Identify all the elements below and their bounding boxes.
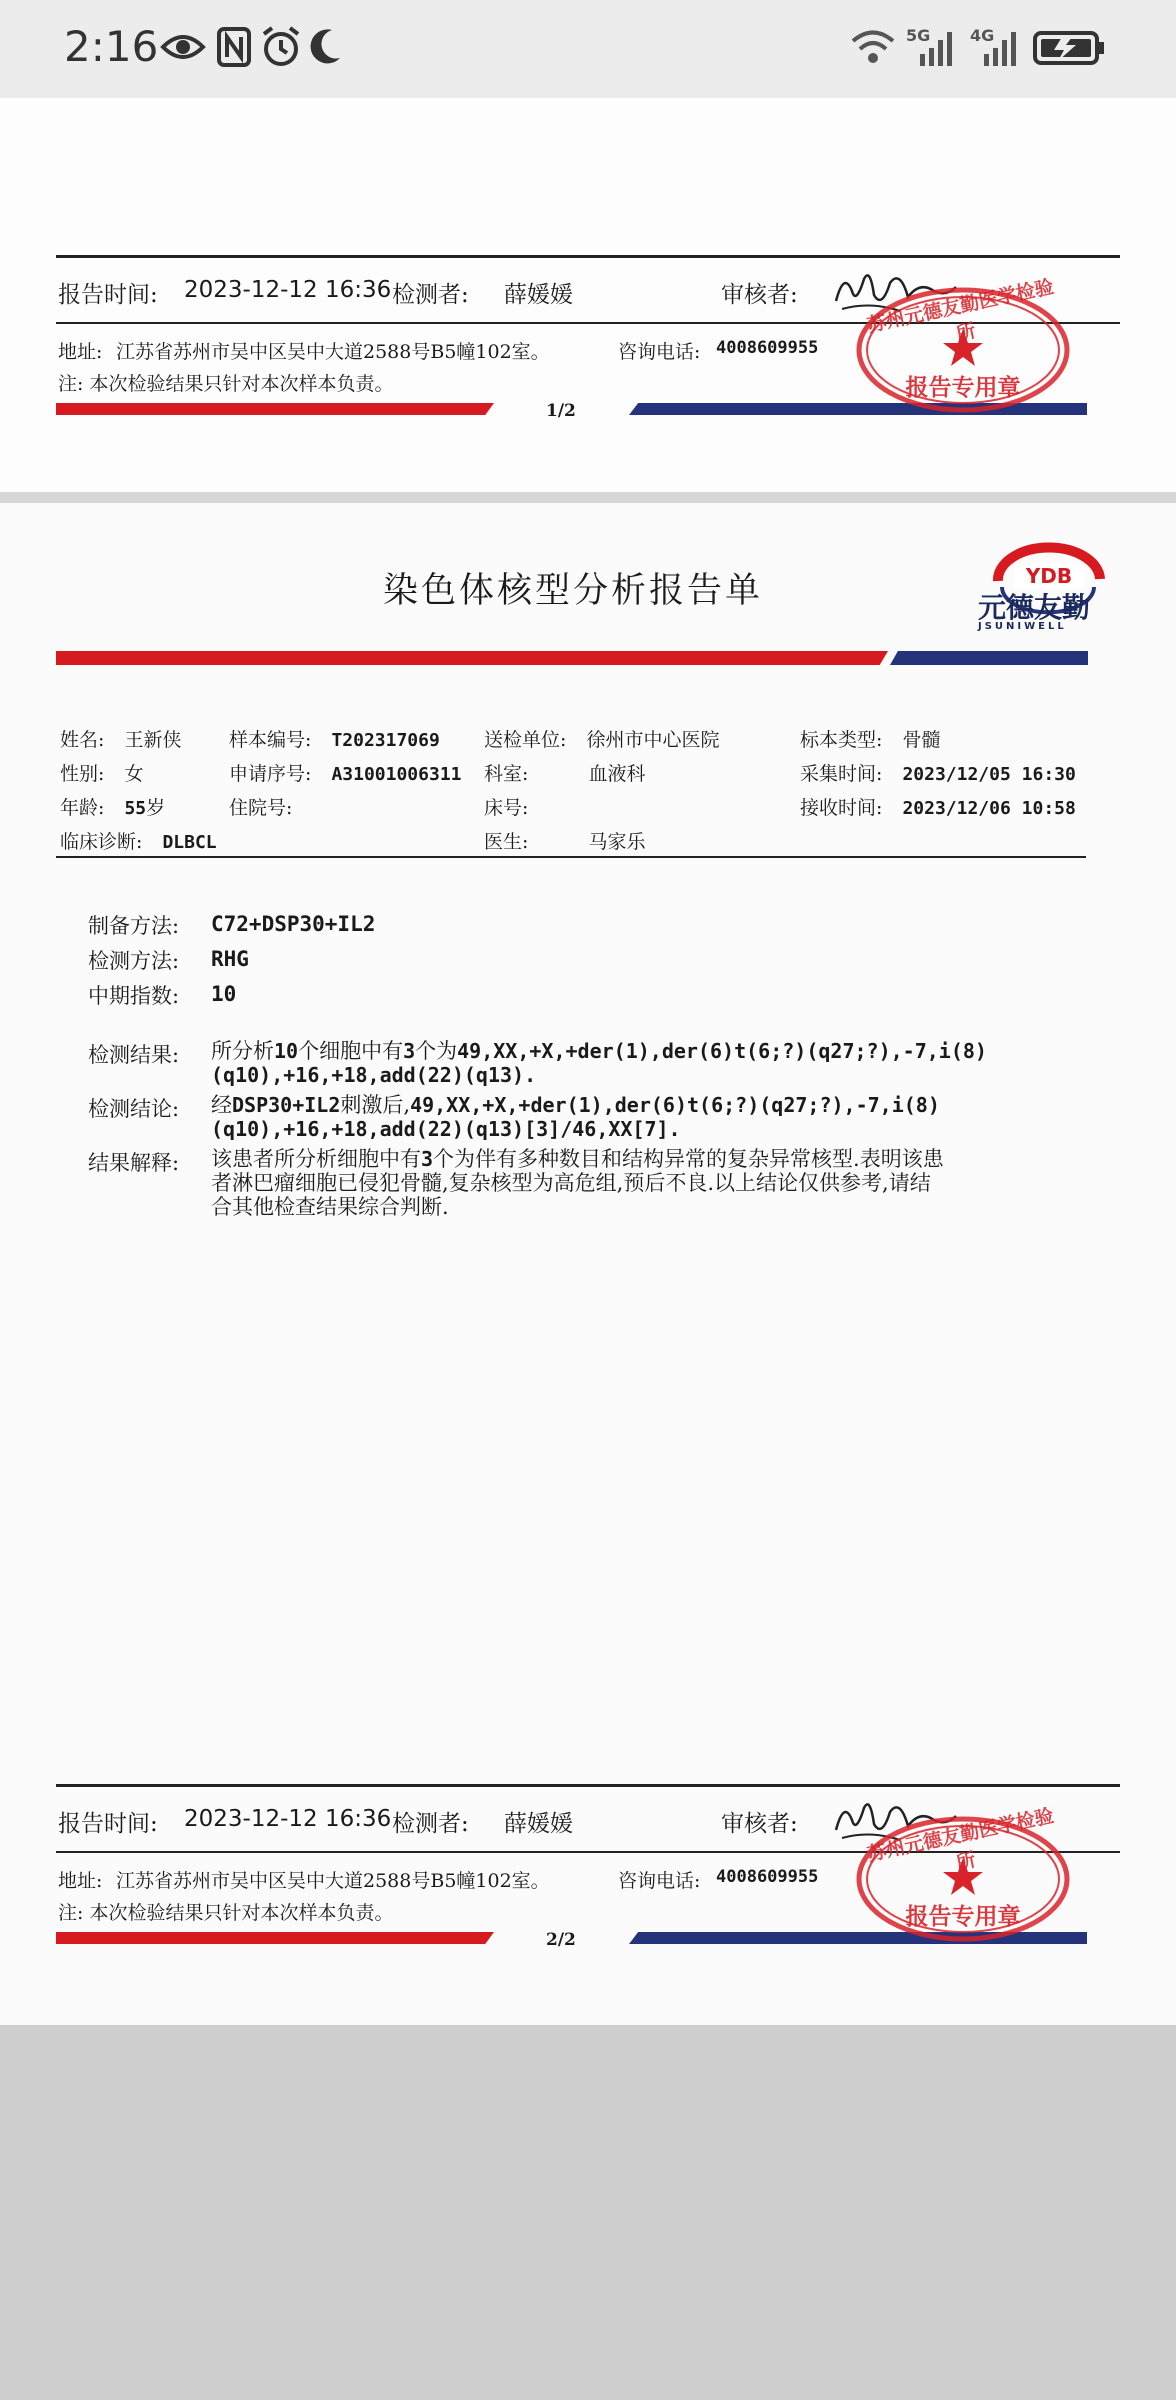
info-specimen: 标本类型: 骨髓 <box>800 729 941 751</box>
report-footer-page2 <box>56 1784 1120 1964</box>
result-text <box>211 1039 1031 1087</box>
nfc-icon <box>216 24 252 70</box>
conclusion-label: 检测结论: <box>88 1097 180 1121</box>
index-label: 中期指数: <box>88 984 180 1008</box>
report-time-label: 报告时间: <box>58 282 158 308</box>
footer-note: 注: 本次检验结果只针对本次样本负责。 <box>58 373 394 395</box>
tester-label: 检测者: <box>392 282 469 308</box>
report-title: 染色体核型分析报告单 <box>382 571 763 611</box>
interpret-line-3: 合其他检查结果综合判断. <box>211 1195 449 1219</box>
official-stamp-2 <box>853 1804 1073 1964</box>
info-diagnosis: 临床诊断: DLBCL <box>60 831 217 853</box>
header-blue-bar <box>890 651 1088 665</box>
interpret-text <box>211 1147 1031 1219</box>
interpret-label: 结果解释: <box>88 1151 180 1175</box>
report-time-value-2: 2023-12-12 16:36 <box>184 1806 392 1832</box>
report-time-label-2: 报告时间: <box>58 1811 158 1837</box>
info-dept: 科室: 血液科 <box>484 763 646 785</box>
interpret-line-2: 者淋巴瘤细胞已侵犯骨髓,复杂核型为高危组,预后不良.以上结论仅供参考,请结 <box>211 1171 931 1195</box>
result-line-1: 所分析10个细胞中有3个为49,XX,+X,+der(1),der(6)t(6;?)(q27;?),-7,i(8) <box>211 1039 987 1063</box>
result-label: 检测结果: <box>88 1043 180 1067</box>
eye-icon <box>160 24 206 70</box>
tester-value: 薛媛媛 <box>504 282 573 308</box>
logo-sub: JSUNIWELL <box>978 621 1067 632</box>
footer2-red-bar <box>56 1932 494 1944</box>
result-line-2: (q10),+16,+18,add(22)(q13). <box>211 1063 537 1087</box>
info-bed-no: 床号: <box>484 797 529 819</box>
info-sender: 送检单位: 徐州市中心医院 <box>484 729 720 751</box>
info-inpatient-no: 住院号: <box>229 797 293 819</box>
header-red-bar <box>56 651 888 665</box>
info-name: 姓名: 王新侠 <box>60 729 182 751</box>
conclusion-text <box>211 1093 1031 1141</box>
status-bar <box>0 0 1176 98</box>
info-sample-no: 样本编号: T202317069 <box>229 729 440 751</box>
signal-5g-icon <box>914 24 958 70</box>
detect-label: 检测方法: <box>88 949 180 973</box>
hotline-label-2: 咨询电话: <box>618 1870 701 1892</box>
report-page-2 <box>0 503 1176 2025</box>
stamp-org-text-2: 苏州元德友勤医学检验所 <box>865 1804 1056 1875</box>
info-age: 年龄: 55岁 <box>60 797 166 819</box>
conclusion-line-2: (q10),+16,+18,add(22)(q13)[3]/46,XX[7]. <box>211 1117 681 1141</box>
stamp-main-text-2: 报告专用章 <box>905 1903 1021 1930</box>
address-value: 江苏省苏州市吴中区吴中大道2588号B5幢102室。 <box>116 341 550 363</box>
info-collect-time: 采集时间: 2023/12/05 16:30 <box>800 763 1076 785</box>
page-number-1: 1/2 <box>546 401 576 421</box>
hotline-value: 4008609955 <box>716 338 819 358</box>
stamp-org-text: 苏州元德友勤医学检验所 <box>865 275 1056 346</box>
method-value: C72+DSP30+IL2 <box>211 912 376 936</box>
logo-mark: YDB <box>1025 564 1073 588</box>
address-label-2: 地址: <box>58 1870 103 1892</box>
alarm-icon <box>260 24 302 70</box>
page-separator <box>0 492 1176 503</box>
index-value: 10 <box>211 982 237 1006</box>
interpret-line-1: 该患者所分析细胞中有3个为伴有多种数目和结构异常的复杂异常核型.表明该患 <box>211 1147 944 1171</box>
status-time: 2:16 <box>64 22 159 71</box>
footer2-top-rule <box>56 1784 1120 1787</box>
reviewer-label: 审核者: <box>721 282 798 308</box>
report-time-value: 2023-12-12 16:36 <box>184 277 392 303</box>
address-value-2: 江苏省苏州市吴中区吴中大道2588号B5幢102室。 <box>116 1870 550 1892</box>
wifi-icon <box>850 24 896 70</box>
hotline-label: 咨询电话: <box>618 341 701 363</box>
reviewer-label-2: 审核者: <box>721 1811 798 1837</box>
page-number-2: 2/2 <box>546 1930 576 1950</box>
footer-top-rule <box>56 255 1120 258</box>
detect-value: RHG <box>211 947 249 971</box>
stamp-main-text: 报告专用章 <box>905 374 1021 401</box>
info-request-no: 申请序号: A31001006311 <box>229 763 462 785</box>
moon-icon <box>308 24 344 70</box>
conclusion-line-1: 经DSP30+IL2刺激后,49,XX,+X,+der(1),der(6)t(6;?)(q27;?),-7,i(8) <box>211 1093 940 1117</box>
report-footer-page1 <box>56 255 1120 435</box>
footer-note-2: 注: 本次检验结果只针对本次样本负责。 <box>58 1902 394 1924</box>
address-label: 地址: <box>58 341 103 363</box>
logo-name: 元德友勤 <box>978 591 1091 624</box>
hotline-value-2: 4008609955 <box>716 1867 819 1887</box>
official-stamp <box>853 275 1073 435</box>
method-label: 制备方法: <box>88 914 180 938</box>
network-5g-label: 5G <box>906 26 931 45</box>
signal-4g-icon <box>978 24 1022 70</box>
tester-label-2: 检测者: <box>392 1811 469 1837</box>
battery-charging-icon <box>1032 24 1106 70</box>
footer-red-bar <box>56 403 494 415</box>
info-bottom-rule <box>56 856 1086 858</box>
info-receive-time: 接收时间: 2023/12/06 10:58 <box>800 797 1076 819</box>
info-gender: 性别: 女 <box>60 763 144 785</box>
tester-value-2: 薛媛媛 <box>504 1811 573 1837</box>
report-page-1 <box>0 98 1176 492</box>
network-4g-label: 4G <box>970 26 995 45</box>
info-doctor: 医生: 马家乐 <box>484 831 646 853</box>
